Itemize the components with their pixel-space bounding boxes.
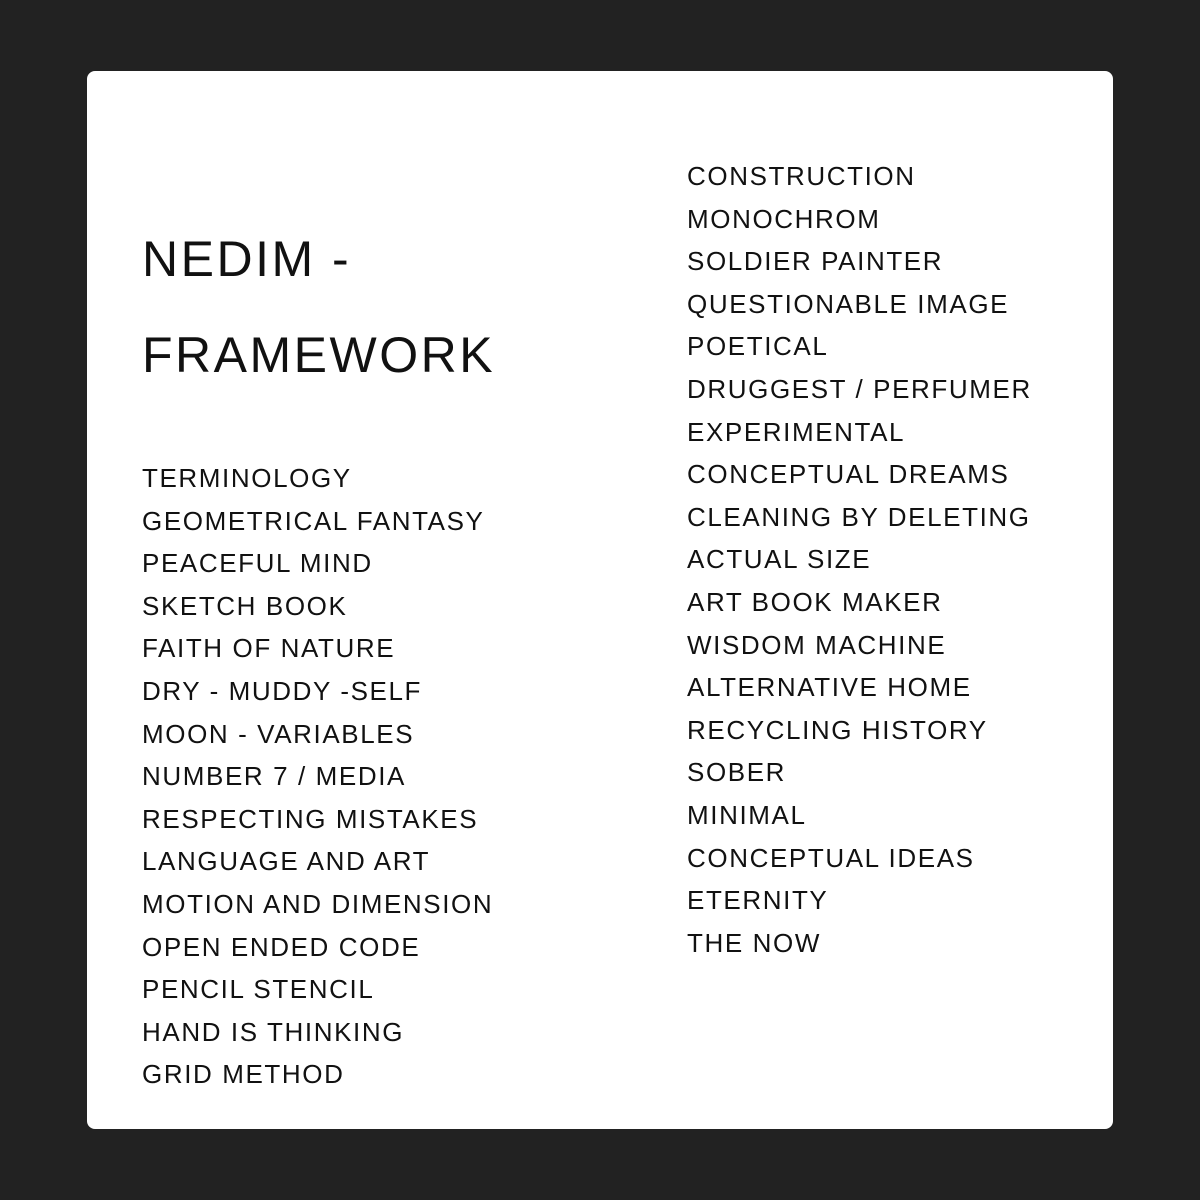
list-item: RECYCLING HISTORY <box>687 714 988 745</box>
list-item: MONOCHROM <box>687 203 881 234</box>
list-item: THE NOW <box>687 927 821 958</box>
list-item: MINIMAL <box>687 799 807 830</box>
list-item: RESPECTING MISTAKES <box>142 803 479 834</box>
list-item: MOTION AND DIMENSION <box>142 888 494 919</box>
list-item: ACTUAL SIZE <box>687 544 872 575</box>
list-item: DRY - MUDDY -SELF <box>142 675 423 706</box>
title-line-1: NEDIM - <box>142 231 352 287</box>
list-item: SOLDIER PAINTER <box>687 246 944 277</box>
list-item: PENCIL STENCIL <box>142 974 375 1005</box>
list-item: EXPERIMENTAL <box>687 416 906 447</box>
title-line-2: FRAMEWORK <box>142 327 496 383</box>
list-item: WISDOM MACHINE <box>687 629 947 660</box>
list-item: HAND IS THINKING <box>142 1016 405 1047</box>
list-item: CLEANING BY DELETING <box>687 501 1031 532</box>
list-item: OPEN ENDED CODE <box>142 931 421 962</box>
list-item: POETICAL <box>687 331 829 362</box>
list-item: PEACEFUL MIND <box>142 548 373 579</box>
list-item: ALTERNATIVE HOME <box>687 672 972 703</box>
list-item: CONSTRUCTION <box>687 161 916 191</box>
list-item: CONCEPTUAL IDEAS <box>687 842 975 873</box>
right-term-list <box>687 155 1032 964</box>
list-item: TERMINOLOGY <box>142 463 352 493</box>
framework-card <box>87 71 1113 1129</box>
list-item: GEOMETRICAL FANTASY <box>142 505 485 536</box>
list-item: ETERNITY <box>687 885 829 916</box>
page-title <box>142 211 495 403</box>
list-item: QUESTIONABLE IMAGE <box>687 288 1010 319</box>
list-item: SOBER <box>687 757 787 788</box>
list-item: CONCEPTUAL DREAMS <box>687 459 1010 490</box>
list-item: SKETCH BOOK <box>142 590 348 621</box>
list-item: GRID METHOD <box>142 1059 345 1090</box>
list-item: DRUGGEST / PERFUMER <box>687 373 1032 404</box>
list-item: MOON - VARIABLES <box>142 718 415 749</box>
list-item: LANGUAGE AND ART <box>142 846 431 877</box>
list-item: ART BOOK MAKER <box>687 586 943 617</box>
list-item: NUMBER 7 / MEDIA <box>142 761 406 792</box>
list-item: FAITH OF NATURE <box>142 633 396 664</box>
left-term-list <box>142 457 493 1096</box>
